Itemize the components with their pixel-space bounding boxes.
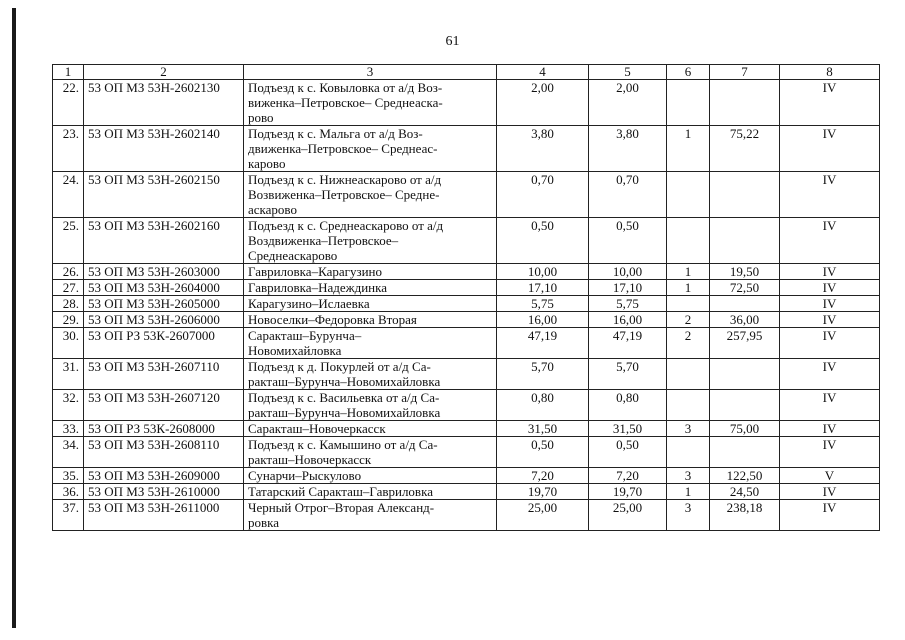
value-col6 [667, 80, 710, 126]
road-name: Саракташ–Бурунча– Новомихайловка [244, 328, 497, 359]
value-col4: 31,50 [497, 421, 589, 437]
road-code: 53 ОП МЗ 53Н-2602140 [84, 126, 244, 172]
column-header: 3 [244, 65, 497, 80]
value-col5: 2,00 [589, 80, 667, 126]
value-col5: 0,50 [589, 218, 667, 264]
table-row [53, 421, 880, 437]
value-col5: 10,00 [589, 264, 667, 280]
row-number: 31. [53, 359, 84, 390]
column-header: 4 [497, 65, 589, 80]
road-category: IV [780, 218, 880, 264]
value-col7: 257,95 [710, 328, 780, 359]
road-name: Подъезд к с. Камышино от а/д Са- ракташ–Новочеркасск [244, 437, 497, 468]
value-col7: 72,50 [710, 280, 780, 296]
value-col7 [710, 218, 780, 264]
road-name: Саракташ–Новочеркасск [244, 421, 497, 437]
value-col7: 75,22 [710, 126, 780, 172]
road-category: IV [780, 500, 880, 531]
value-col4: 0,50 [497, 218, 589, 264]
value-col4: 10,00 [497, 264, 589, 280]
page-number: 61 [445, 34, 460, 49]
value-col6: 3 [667, 500, 710, 531]
road-name: Подъезд к с. Васильевка от а/д Са- ракташ–Бурунча–Новомихайловка [244, 390, 497, 421]
road-code: 53 ОП МЗ 53Н-2603000 [84, 264, 244, 280]
value-col4: 5,75 [497, 296, 589, 312]
row-number: 23. [53, 126, 84, 172]
road-code: 53 ОП РЗ 53К-2608000 [84, 421, 244, 437]
table-row [53, 500, 880, 531]
value-col4: 17,10 [497, 280, 589, 296]
value-col6: 1 [667, 126, 710, 172]
value-col5: 0,80 [589, 390, 667, 421]
table-row [53, 126, 880, 172]
value-col6 [667, 218, 710, 264]
road-code: 53 ОП МЗ 53Н-2602160 [84, 218, 244, 264]
road-category: IV [780, 437, 880, 468]
header-row [53, 65, 880, 80]
column-header: 2 [84, 65, 244, 80]
value-col4: 0,50 [497, 437, 589, 468]
value-col7 [710, 296, 780, 312]
value-col7: 238,18 [710, 500, 780, 531]
value-col4: 47,19 [497, 328, 589, 359]
road-name: Карагузино–Ислаевка [244, 296, 497, 312]
table-row [53, 264, 880, 280]
value-col4: 0,80 [497, 390, 589, 421]
value-col5: 25,00 [589, 500, 667, 531]
value-col7: 24,50 [710, 484, 780, 500]
road-category: V [780, 468, 880, 484]
column-header: 7 [710, 65, 780, 80]
road-category: IV [780, 328, 880, 359]
row-number: 26. [53, 264, 84, 280]
row-number: 22. [53, 80, 84, 126]
value-col5: 7,20 [589, 468, 667, 484]
value-col4: 2,00 [497, 80, 589, 126]
road-code: 53 ОП МЗ 53Н-2602130 [84, 80, 244, 126]
table-row [53, 484, 880, 500]
road-name: Подъезд к с. Среднеаскарово от а/д Воздвиженка–Петровское– Среднеаскарово [244, 218, 497, 264]
table-row [53, 218, 880, 264]
road-category: IV [780, 126, 880, 172]
value-col6 [667, 359, 710, 390]
value-col5: 19,70 [589, 484, 667, 500]
value-col6 [667, 172, 710, 218]
road-category: IV [780, 296, 880, 312]
road-category: IV [780, 390, 880, 421]
row-number: 29. [53, 312, 84, 328]
table-body [53, 80, 880, 531]
value-col5: 47,19 [589, 328, 667, 359]
value-col6 [667, 296, 710, 312]
road-code: 53 ОП МЗ 53Н-2607120 [84, 390, 244, 421]
table-row [53, 437, 880, 468]
value-col6: 1 [667, 280, 710, 296]
value-col6: 1 [667, 484, 710, 500]
value-col7 [710, 437, 780, 468]
row-number: 27. [53, 280, 84, 296]
row-number: 32. [53, 390, 84, 421]
road-code: 53 ОП РЗ 53К-2607000 [84, 328, 244, 359]
road-name: Подъезд к с. Мальга от а/д Воз- движенка–Петровское– Среднеас- карово [244, 126, 497, 172]
road-name: Татарский Саракташ–Гавриловка [244, 484, 497, 500]
column-header: 6 [667, 65, 710, 80]
roads-table [52, 64, 880, 531]
road-code: 53 ОП МЗ 53Н-2609000 [84, 468, 244, 484]
value-col7: 36,00 [710, 312, 780, 328]
value-col5: 16,00 [589, 312, 667, 328]
column-header: 8 [780, 65, 880, 80]
value-col5: 5,75 [589, 296, 667, 312]
row-number: 24. [53, 172, 84, 218]
table-row [53, 468, 880, 484]
road-name: Гавриловка–Надеждинка [244, 280, 497, 296]
road-category: IV [780, 312, 880, 328]
road-category: IV [780, 264, 880, 280]
value-col4: 3,80 [497, 126, 589, 172]
road-code: 53 ОП МЗ 53Н-2611000 [84, 500, 244, 531]
road-category: IV [780, 359, 880, 390]
road-code: 53 ОП МЗ 53Н-2607110 [84, 359, 244, 390]
value-col5: 17,10 [589, 280, 667, 296]
road-category: IV [780, 80, 880, 126]
row-number: 37. [53, 500, 84, 531]
road-code: 53 ОП МЗ 53Н-2610000 [84, 484, 244, 500]
table-row [53, 80, 880, 126]
table-row [53, 312, 880, 328]
road-name: Сунарчи–Рыскулово [244, 468, 497, 484]
road-category: IV [780, 280, 880, 296]
value-col7 [710, 390, 780, 421]
road-name: Подъезд к с. Ковыловка от а/д Воз- виженка–Петровское– Среднеаска- рово [244, 80, 497, 126]
table-row [53, 296, 880, 312]
road-category: IV [780, 484, 880, 500]
road-name: Подъезд к д. Покурлей от а/д Са- ракташ–Бурунча–Новомихайловка [244, 359, 497, 390]
page-margin-line [12, 8, 16, 628]
value-col6: 2 [667, 328, 710, 359]
value-col6 [667, 437, 710, 468]
value-col4: 5,70 [497, 359, 589, 390]
row-number: 36. [53, 484, 84, 500]
road-name: Новоселки–Федоровка Вторая [244, 312, 497, 328]
value-col5: 0,50 [589, 437, 667, 468]
road-code: 53 ОП МЗ 53Н-2602150 [84, 172, 244, 218]
row-number: 34. [53, 437, 84, 468]
table-row [53, 390, 880, 421]
value-col4: 16,00 [497, 312, 589, 328]
table-row [53, 172, 880, 218]
table-row [53, 328, 880, 359]
road-category: IV [780, 421, 880, 437]
road-code: 53 ОП МЗ 53Н-2605000 [84, 296, 244, 312]
road-category: IV [780, 172, 880, 218]
road-code: 53 ОП МЗ 53Н-2606000 [84, 312, 244, 328]
value-col6: 3 [667, 421, 710, 437]
value-col7: 19,50 [710, 264, 780, 280]
value-col7: 122,50 [710, 468, 780, 484]
value-col4: 7,20 [497, 468, 589, 484]
road-code: 53 ОП МЗ 53Н-2604000 [84, 280, 244, 296]
value-col4: 0,70 [497, 172, 589, 218]
road-name: Гавриловка–Карагузино [244, 264, 497, 280]
value-col6: 2 [667, 312, 710, 328]
value-col5: 3,80 [589, 126, 667, 172]
value-col7 [710, 172, 780, 218]
value-col5: 0,70 [589, 172, 667, 218]
row-number: 35. [53, 468, 84, 484]
value-col4: 19,70 [497, 484, 589, 500]
road-name: Подъезд к с. Нижнеаскарово от а/д Возвиженка–Петровское– Средне- аскарово [244, 172, 497, 218]
table-row [53, 280, 880, 296]
value-col4: 25,00 [497, 500, 589, 531]
value-col6: 3 [667, 468, 710, 484]
row-number: 30. [53, 328, 84, 359]
table-row [53, 359, 880, 390]
column-header: 1 [53, 65, 84, 80]
value-col5: 5,70 [589, 359, 667, 390]
row-number: 33. [53, 421, 84, 437]
column-header: 5 [589, 65, 667, 80]
road-name: Черный Отрог–Вторая Александ- ровка [244, 500, 497, 531]
value-col7 [710, 359, 780, 390]
value-col7 [710, 80, 780, 126]
road-code: 53 ОП МЗ 53Н-2608110 [84, 437, 244, 468]
value-col6 [667, 390, 710, 421]
value-col7: 75,00 [710, 421, 780, 437]
row-number: 25. [53, 218, 84, 264]
row-number: 28. [53, 296, 84, 312]
value-col6: 1 [667, 264, 710, 280]
value-col5: 31,50 [589, 421, 667, 437]
